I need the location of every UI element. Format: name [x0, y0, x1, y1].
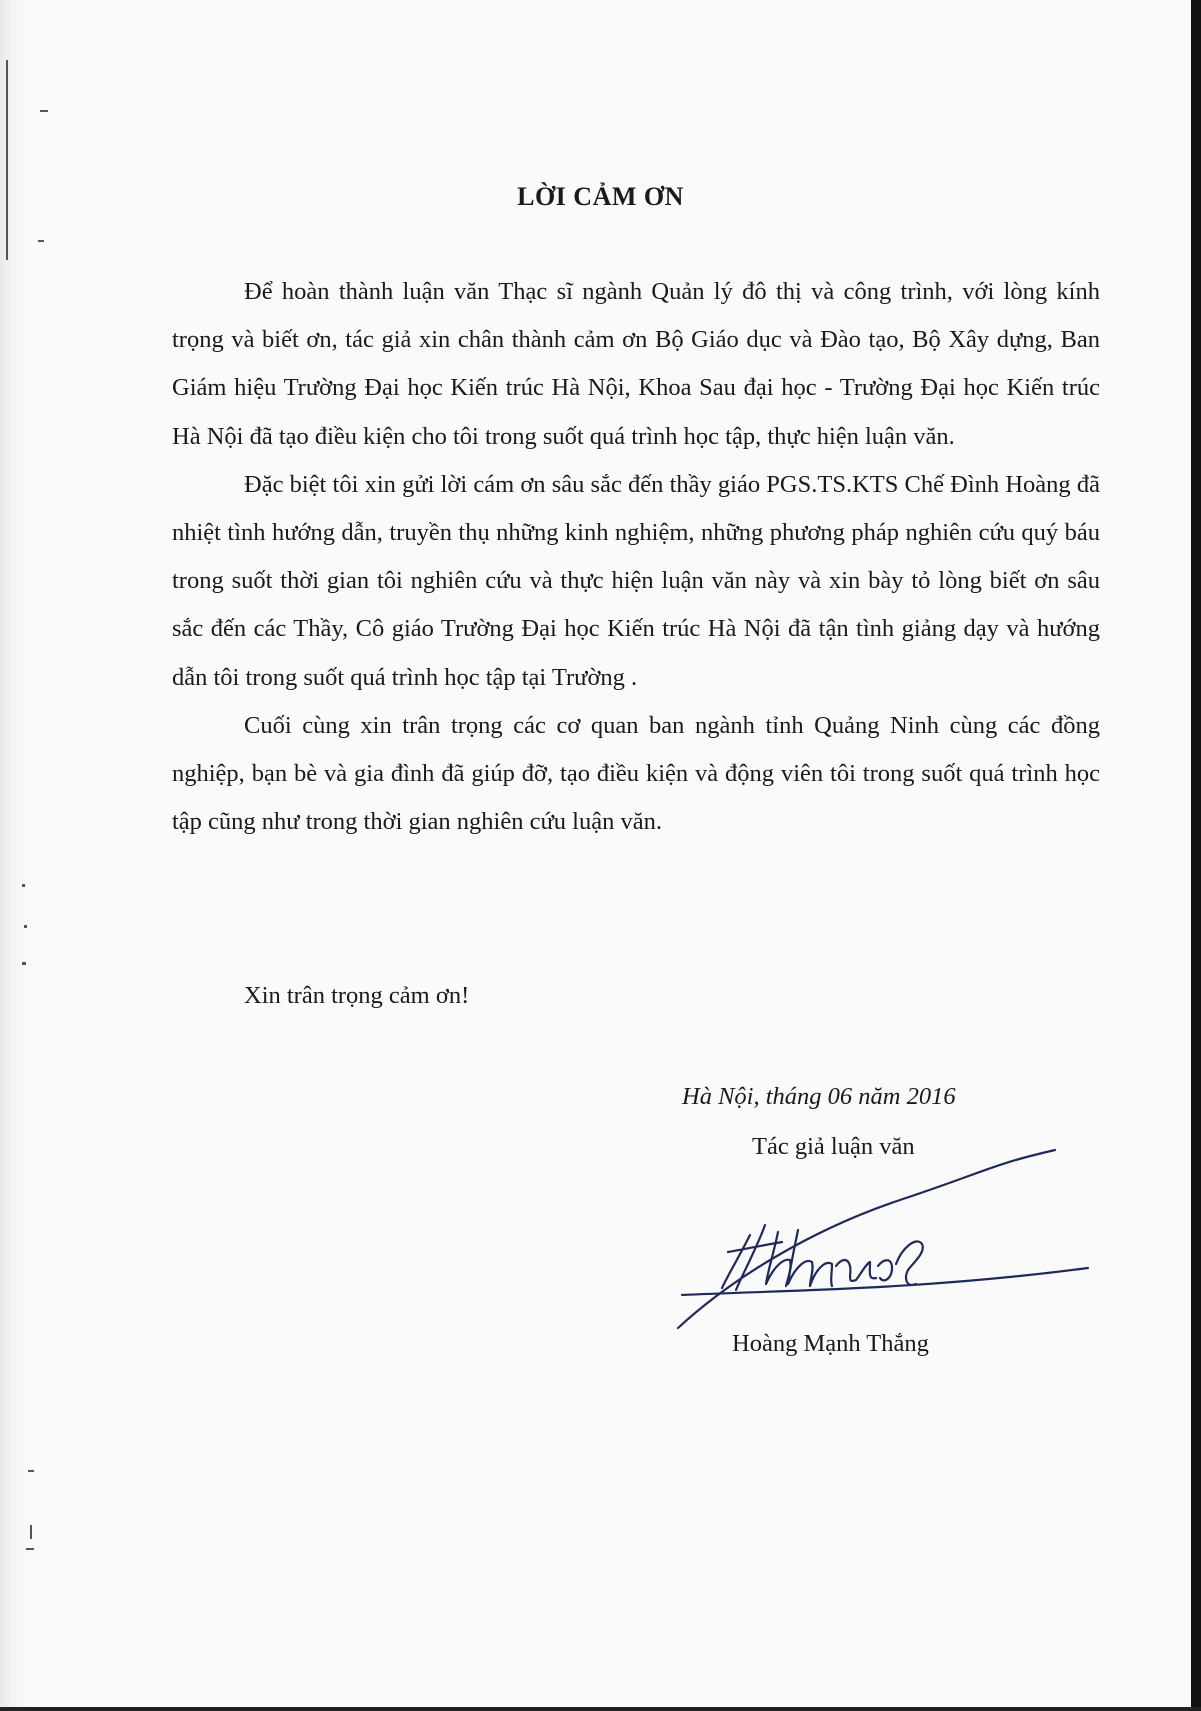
author-role: Tác giả luận văn — [752, 1133, 915, 1160]
author-name: Hoàng Mạnh Thắng — [732, 1330, 929, 1357]
closing-line: Xin trân trọng cảm ơn! — [244, 982, 470, 1009]
scan-right-edge — [1191, 0, 1201, 1711]
scan-binding-edge — [0, 0, 30, 1711]
acknowledgement-body — [172, 268, 1100, 846]
paragraph-3: Cuối cùng xin trân trọng các cơ quan ban ngành tỉnh Quảng Ninh cùng các đồng nghiệp, bạn bè và gia đình đã giúp đỡ, tạo điều kiện và động viên tôi trong suốt quá trình học tập cũng như trong thời gian nghiên cứu luận văn. — [172, 711, 1100, 836]
place-date: Hà Nội, tháng 06 năm 2016 — [682, 1083, 956, 1110]
scan-bottom-edge — [0, 1707, 1201, 1711]
paragraph-2: Đặc biệt tôi xin gửi lời cám ơn sâu sắc đến thầy giáo PGS.TS.KTS Chế Đình Hoàng đã nhiệt tình hướng dẫn, truyền thụ những kinh nghiệm, những phương pháp nghiên cứu quý báu trong suốt thời gian tôi nghiên cứu và thực hiện luận văn này và xin bày tỏ lòng biết ơn sâu sắc đến các Thầy, Cô giáo Trường Đại học Kiến trúc Hà Nội đã tận tình giảng dạy và hướng dẫn tôi trong suốt quá trình học tập tại Trường . — [172, 470, 1100, 691]
signature-image — [670, 1140, 1100, 1340]
page-title: LỜI CẢM ƠN — [517, 182, 684, 211]
paragraph-1: Để hoàn thành luận văn Thạc sĩ ngành Quản lý đô thị và công trình, với lòng kính trọng và biết ơn, tác giả xin chân thành cảm ơn Bộ Giáo dục và Đào tạo, Bộ Xây dựng, Ban Giám hiệu Trường Đại học Kiến trúc Hà Nội, Khoa Sau đại học - Trường Đại học Kiến trúc Hà Nội đã tạo điều kiện cho tôi trong suốt quá trình học tập, thực hiện luận văn. — [172, 278, 1100, 450]
